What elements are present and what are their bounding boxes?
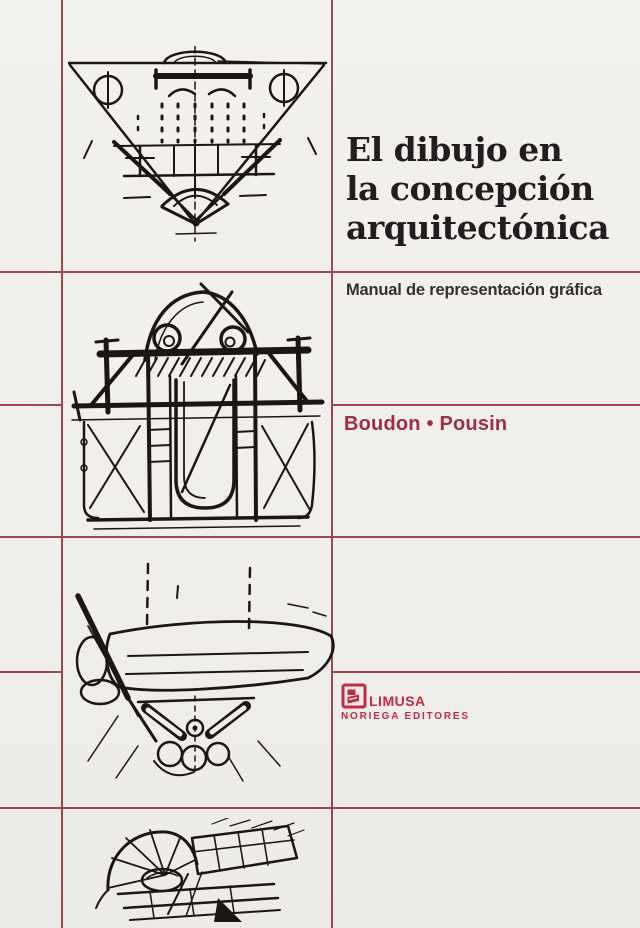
sketch-arched-facade-icon [70, 280, 335, 535]
grid-hline-right-b [333, 671, 640, 673]
book-title [346, 130, 634, 247]
sketch-inverted-funnel-section [68, 46, 328, 246]
publisher-name: LIMUSA [369, 693, 426, 709]
sketch-spiral-plan [92, 818, 307, 926]
publisher-imprint: NORIEGA EDITORES [341, 711, 470, 722]
book-title-line-1: El dibujo en [346, 130, 563, 169]
publisher-block [341, 683, 561, 722]
grid-hline-row1 [0, 271, 640, 273]
sketch-hull-form [58, 556, 343, 791]
grid-hline-row2 [0, 536, 640, 538]
grid-hline-right-a [333, 404, 640, 406]
sketch-arched-facade [70, 280, 335, 535]
sketch-hull-form-icon [58, 556, 343, 791]
publisher-row [341, 683, 561, 709]
grid-hline-left-b [0, 671, 61, 673]
sketch-spiral-plan-icon [92, 818, 307, 926]
book-authors: Boudon • Pousin [344, 413, 508, 435]
book-title-line-2: la concepción [346, 169, 594, 208]
book-title-line-3: arquitectónica [346, 208, 609, 247]
grid-hline-row3 [0, 807, 640, 809]
grid-hline-left-a [0, 404, 61, 406]
limusa-logo-icon [341, 683, 367, 709]
sketch-inverted-funnel-section-icon [68, 46, 328, 246]
book-subtitle: Manual de representación gráfica [346, 281, 602, 299]
